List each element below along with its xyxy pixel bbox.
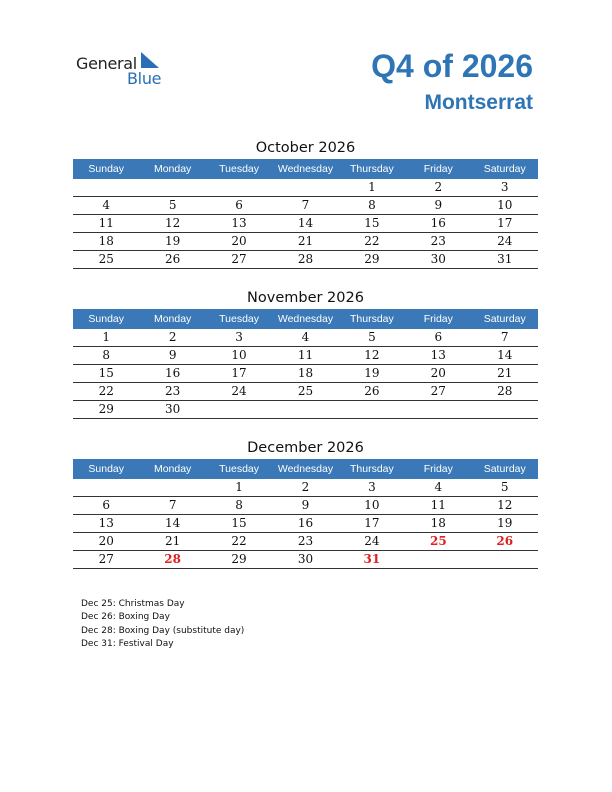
week-row	[73, 551, 538, 569]
weekday-header-row	[73, 309, 538, 329]
empty-day-cell	[139, 479, 205, 496]
day-cell: 10	[231, 348, 247, 362]
empty-day-cell	[206, 401, 272, 418]
day-cell: 15	[364, 216, 380, 230]
day-cell: 24	[364, 534, 380, 548]
empty-day-cell	[139, 179, 205, 196]
day-cell: 29	[231, 552, 247, 566]
day-cell: 30	[430, 252, 446, 266]
weekday-header-tuesday: Tuesday	[219, 313, 259, 325]
week-row	[73, 515, 538, 533]
day-cell: 9	[168, 348, 177, 362]
day-cell: 7	[301, 198, 310, 212]
day-cell: 27	[430, 384, 446, 398]
day-cell: 30	[297, 552, 314, 566]
weekday-header-wednesday: Wednesday	[277, 313, 334, 325]
day-cell: 27	[231, 252, 247, 266]
day-cell: 22	[231, 534, 247, 548]
day-cell: 23	[430, 234, 446, 248]
day-cell: 17	[231, 366, 247, 380]
day-cell: 5	[168, 198, 177, 212]
day-cell: 5	[500, 480, 509, 494]
week-row	[73, 365, 538, 383]
week-row	[73, 347, 538, 365]
day-cell: 31	[497, 252, 513, 266]
day-cell: 29	[98, 402, 114, 416]
day-cell: 14	[497, 348, 513, 362]
day-cell: 14	[164, 516, 181, 530]
day-cell: 9	[434, 198, 443, 212]
day-cell: 24	[497, 234, 513, 248]
day-cell: 11	[297, 348, 314, 362]
day-cell: 19	[164, 234, 181, 248]
weekday-header-row	[73, 159, 538, 179]
week-row	[73, 233, 538, 251]
day-cell: 3	[235, 330, 243, 344]
day-cell: 14	[297, 216, 314, 230]
day-cell: 7	[500, 330, 509, 344]
day-cell: 28	[497, 384, 513, 398]
week-row	[73, 329, 538, 347]
day-cell: 4	[434, 480, 443, 494]
empty-day-cell	[339, 401, 405, 418]
month-title: October 2026	[255, 140, 356, 156]
empty-day-cell	[73, 479, 139, 496]
day-cell: 10	[364, 498, 380, 512]
day-cell: 7	[168, 498, 177, 512]
weekday-header-monday: Monday	[153, 313, 192, 325]
day-cell: 20	[430, 366, 446, 380]
day-cell: 20	[98, 534, 114, 548]
weekday-header-friday: Friday	[423, 463, 453, 475]
day-cell: 27	[98, 552, 114, 566]
day-cell: 8	[368, 198, 376, 212]
weekday-header-tuesday: Tuesday	[219, 163, 259, 175]
holiday-note: Dec 28: Boxing Day (substitute day)	[81, 625, 245, 636]
day-cell: 13	[231, 216, 247, 230]
empty-day-cell	[472, 551, 538, 568]
week-row	[73, 197, 538, 215]
weeks-container	[73, 179, 538, 269]
week-row	[73, 179, 538, 197]
empty-day-cell	[472, 401, 538, 418]
weekday-header-thursday: Thursday	[350, 163, 394, 175]
holiday-note: Dec 31: Festival Day	[81, 638, 174, 649]
day-cell: 21	[164, 534, 181, 548]
day-cell: 16	[297, 516, 314, 530]
day-cell: 8	[102, 348, 111, 362]
day-cell: 17	[364, 516, 380, 530]
day-cell: 4	[102, 198, 111, 212]
day-cell: 16	[430, 216, 446, 230]
month-title: November 2026	[247, 290, 364, 306]
weekday-header-saturday: Saturday	[483, 463, 526, 475]
holiday-notes	[81, 598, 244, 651]
weekday-header-saturday: Saturday	[483, 313, 526, 325]
day-cell: 25	[98, 252, 114, 266]
day-cell: 22	[98, 384, 114, 398]
empty-day-cell	[272, 179, 338, 196]
day-cell: 20	[231, 234, 247, 248]
day-cell: 16	[164, 366, 181, 380]
day-cell: 31	[363, 552, 381, 566]
day-cell: 1	[368, 180, 376, 194]
empty-day-cell	[405, 401, 471, 418]
day-cell: 26	[364, 384, 380, 398]
day-cell: 1	[102, 330, 111, 344]
blue-triangle-flag-icon	[139, 52, 161, 70]
weekday-header-friday: Friday	[423, 163, 453, 175]
day-cell: 23	[164, 384, 181, 398]
empty-day-cell	[206, 179, 272, 196]
empty-day-cell	[405, 551, 471, 568]
day-cell: 10	[497, 198, 513, 212]
weeks-container	[73, 329, 538, 419]
weekday-header-sunday: Sunday	[88, 163, 125, 175]
weekday-header-monday: Monday	[153, 463, 192, 475]
day-cell: 13	[98, 516, 114, 530]
day-cell: 24	[231, 384, 247, 398]
day-cell: 30	[164, 402, 181, 416]
page-subtitle: Montserrat	[424, 91, 533, 114]
day-cell: 19	[497, 516, 513, 530]
day-cell: 12	[497, 498, 513, 512]
day-cell: 21	[297, 234, 314, 248]
day-cell: 17	[497, 216, 513, 230]
day-cell: 1	[235, 480, 243, 494]
weekday-header-monday: Monday	[153, 163, 192, 175]
day-cell: 11	[430, 498, 446, 512]
day-cell: 26	[496, 534, 514, 548]
weekday-header-wednesday: Wednesday	[277, 463, 334, 475]
day-cell: 12	[364, 348, 380, 362]
week-row	[73, 215, 538, 233]
month-title: December 2026	[247, 440, 364, 456]
day-cell: 6	[434, 330, 443, 344]
weekday-header-tuesday: Tuesday	[219, 463, 259, 475]
day-cell: 25	[297, 384, 314, 398]
day-cell: 28	[297, 252, 314, 266]
week-row	[73, 383, 538, 401]
day-cell: 28	[164, 552, 181, 566]
week-row	[73, 497, 538, 515]
day-cell: 6	[102, 498, 111, 512]
day-cell: 29	[364, 252, 380, 266]
day-cell: 13	[430, 348, 446, 362]
week-row	[73, 401, 538, 419]
day-cell: 19	[364, 366, 380, 380]
day-cell: 8	[235, 498, 243, 512]
day-cell: 9	[301, 498, 310, 512]
month-calendar-november	[73, 287, 538, 419]
day-cell: 26	[164, 252, 181, 266]
day-cell: 18	[98, 234, 114, 248]
empty-day-cell	[73, 179, 139, 196]
day-cell: 18	[430, 516, 446, 530]
day-cell: 23	[297, 534, 314, 548]
holiday-note: Dec 25: Christmas Day	[81, 599, 185, 609]
day-cell: 12	[164, 216, 181, 230]
logo-text-general: General	[76, 54, 137, 73]
month-calendar-october	[73, 137, 538, 269]
day-cell: 2	[301, 480, 310, 494]
month-calendar-december	[73, 437, 538, 569]
weekday-header-sunday: Sunday	[88, 463, 125, 475]
weeks-container	[73, 479, 538, 569]
day-cell: 21	[497, 366, 513, 380]
day-cell: 22	[364, 234, 380, 248]
day-cell: 15	[231, 516, 247, 530]
day-cell: 2	[434, 180, 443, 194]
week-row	[73, 251, 538, 269]
week-row	[73, 479, 538, 497]
day-cell: 15	[98, 366, 114, 380]
empty-day-cell	[272, 401, 338, 418]
logo-text-blue: Blue	[127, 69, 162, 88]
weekday-header-thursday: Thursday	[350, 463, 394, 475]
day-cell: 25	[429, 534, 447, 548]
day-cell: 3	[500, 180, 509, 194]
weekday-header-sunday: Sunday	[88, 313, 125, 325]
weekday-header-saturday: Saturday	[483, 163, 526, 175]
holiday-note: Dec 26: Boxing Day	[81, 612, 170, 623]
weekday-header-thursday: Thursday	[350, 313, 394, 325]
weekday-header-wednesday: Wednesday	[277, 163, 334, 175]
day-cell: 6	[235, 198, 243, 212]
logo	[76, 52, 186, 92]
weekday-header-row	[73, 459, 538, 479]
day-cell: 4	[301, 330, 310, 344]
page-title: Q4 of 2026	[371, 48, 533, 84]
weekday-header-friday: Friday	[423, 313, 453, 325]
week-row	[73, 533, 538, 551]
day-cell: 2	[168, 330, 177, 344]
day-cell: 5	[368, 330, 376, 344]
day-cell: 11	[98, 216, 114, 230]
day-cell: 18	[297, 366, 314, 380]
day-cell: 3	[368, 480, 376, 494]
